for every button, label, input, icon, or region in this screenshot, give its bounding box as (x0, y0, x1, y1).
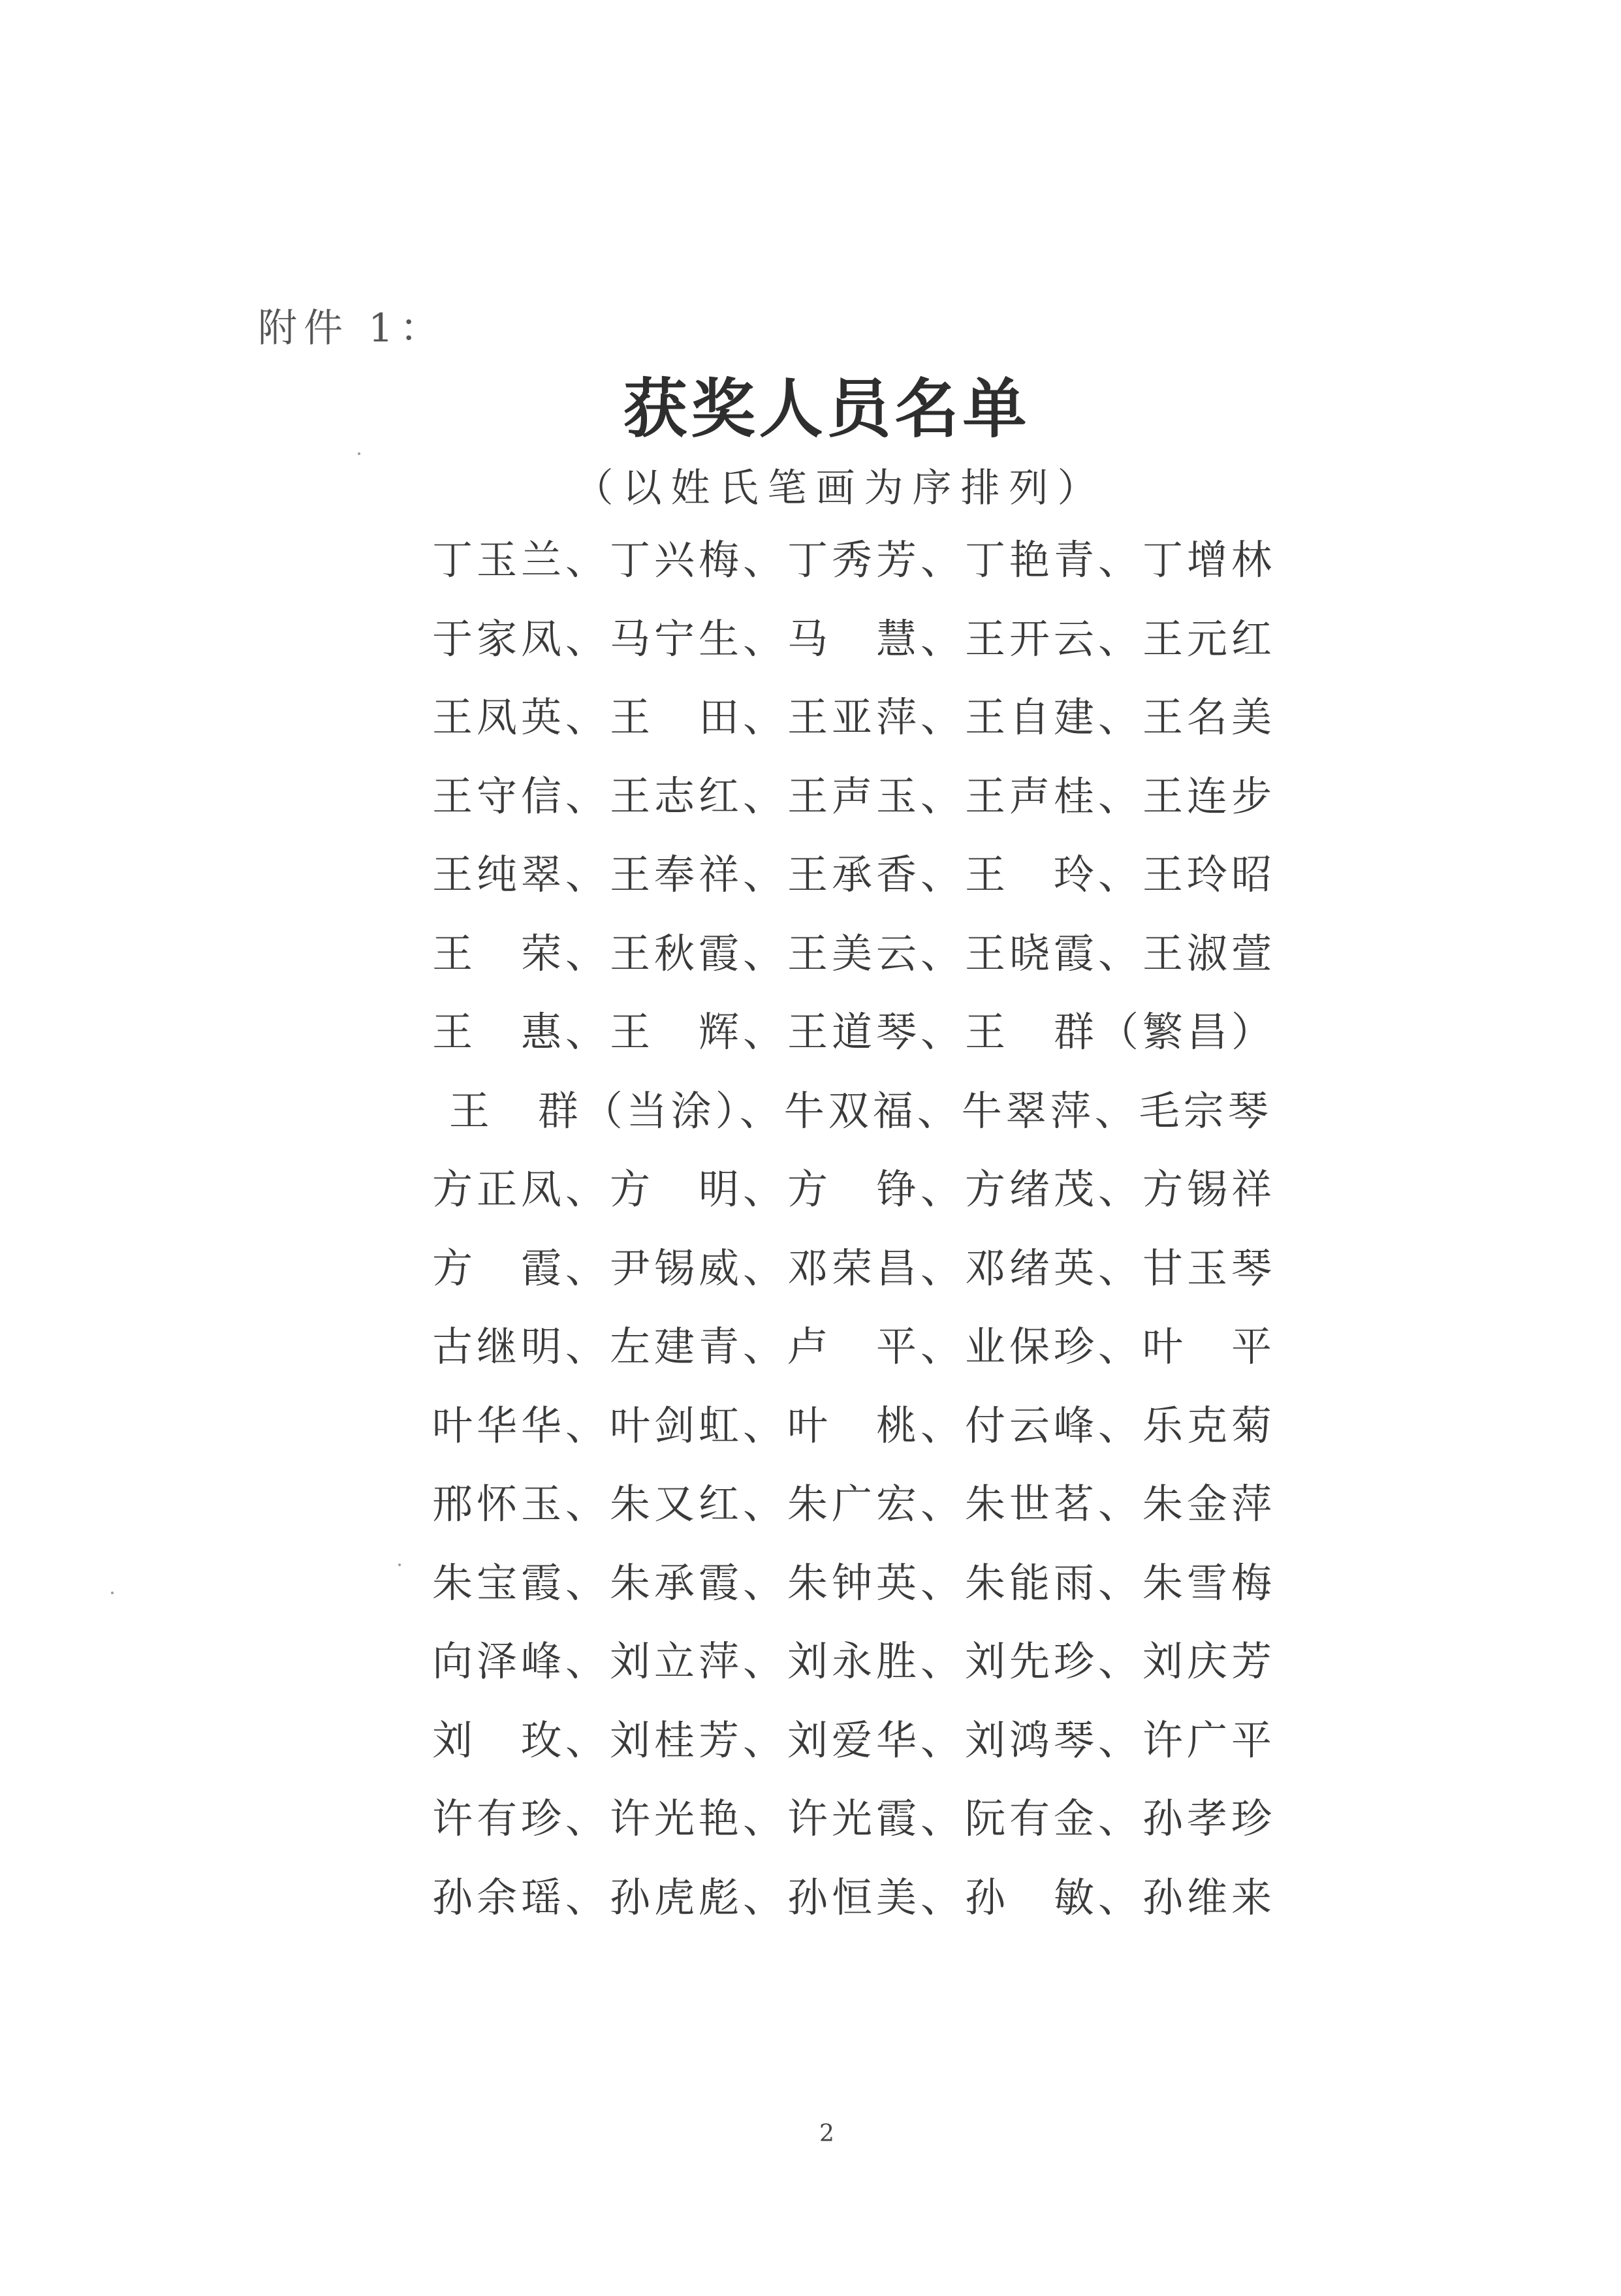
name-row: 王守信、王志红、王声玉、王声桂、王连步 (432, 772, 1276, 820)
name-row: 方 霞、尹锡威、邓荣昌、邓绪英、甘玉琴 (432, 1244, 1276, 1292)
name-row: 于家凤、马宁生、马 慧、王开云、王元红 (432, 614, 1276, 663)
page-title: 获奖人员名单 (623, 371, 1031, 447)
page-subtitle: （以姓氏笔画为序排列） (574, 465, 1106, 511)
awardee-name-list (432, 529, 1276, 1945)
name-row: 古继明、左建青、卢 平、业保珍、叶 平 (432, 1323, 1276, 1370)
name-row: 王 荣、王秋霞、王美云、王晓霞、王淑萱 (432, 929, 1276, 977)
attachment-label: 附件 1： (258, 306, 446, 351)
scan-speck (111, 1592, 114, 1594)
name-row: 向泽峰、刘立萍、刘永胜、刘先珍、刘庆芳 (432, 1637, 1276, 1685)
name-row: 邢怀玉、朱又红、朱广宏、朱世茗、朱金萍 (432, 1480, 1276, 1528)
name-row: 王 群（当涂）、牛双福、牛翠萍、毛宗琴 (432, 1086, 1272, 1135)
name-row: 叶华华、叶剑虹、叶 桃、付云峰、乐克菊 (432, 1401, 1276, 1449)
name-row: 丁玉兰、丁兴梅、丁秀芳、丁艳青、丁增林 (432, 536, 1276, 584)
name-row: 朱宝霞、朱承霞、朱钟英、朱能雨、朱雪梅 (432, 1558, 1276, 1607)
name-row: 方正凤、方 明、方 铮、方绪茂、方锡祥 (432, 1165, 1276, 1213)
page-number: 2 (819, 2120, 834, 2147)
scan-speck (358, 452, 360, 455)
name-row: 王纯翠、王奉祥、王承香、王 玲、王玲昭 (432, 851, 1276, 898)
scan-speck (398, 1564, 401, 1566)
name-row: 许有珍、许光艳、许光霞、阮有金、孙孝珍 (432, 1795, 1276, 1842)
name-row: 孙余瑶、孙虎彪、孙恒美、孙 敏、孙维来 (432, 1873, 1276, 1921)
name-row: 刘 玫、刘桂芳、刘爱华、刘鸿琴、许广平 (432, 1716, 1276, 1764)
name-row: 王凤英、王 田、王亚萍、王自建、王名美 (432, 693, 1276, 741)
name-row: 王 惠、王 辉、王道琴、王 群（繁昌） (432, 1008, 1276, 1056)
